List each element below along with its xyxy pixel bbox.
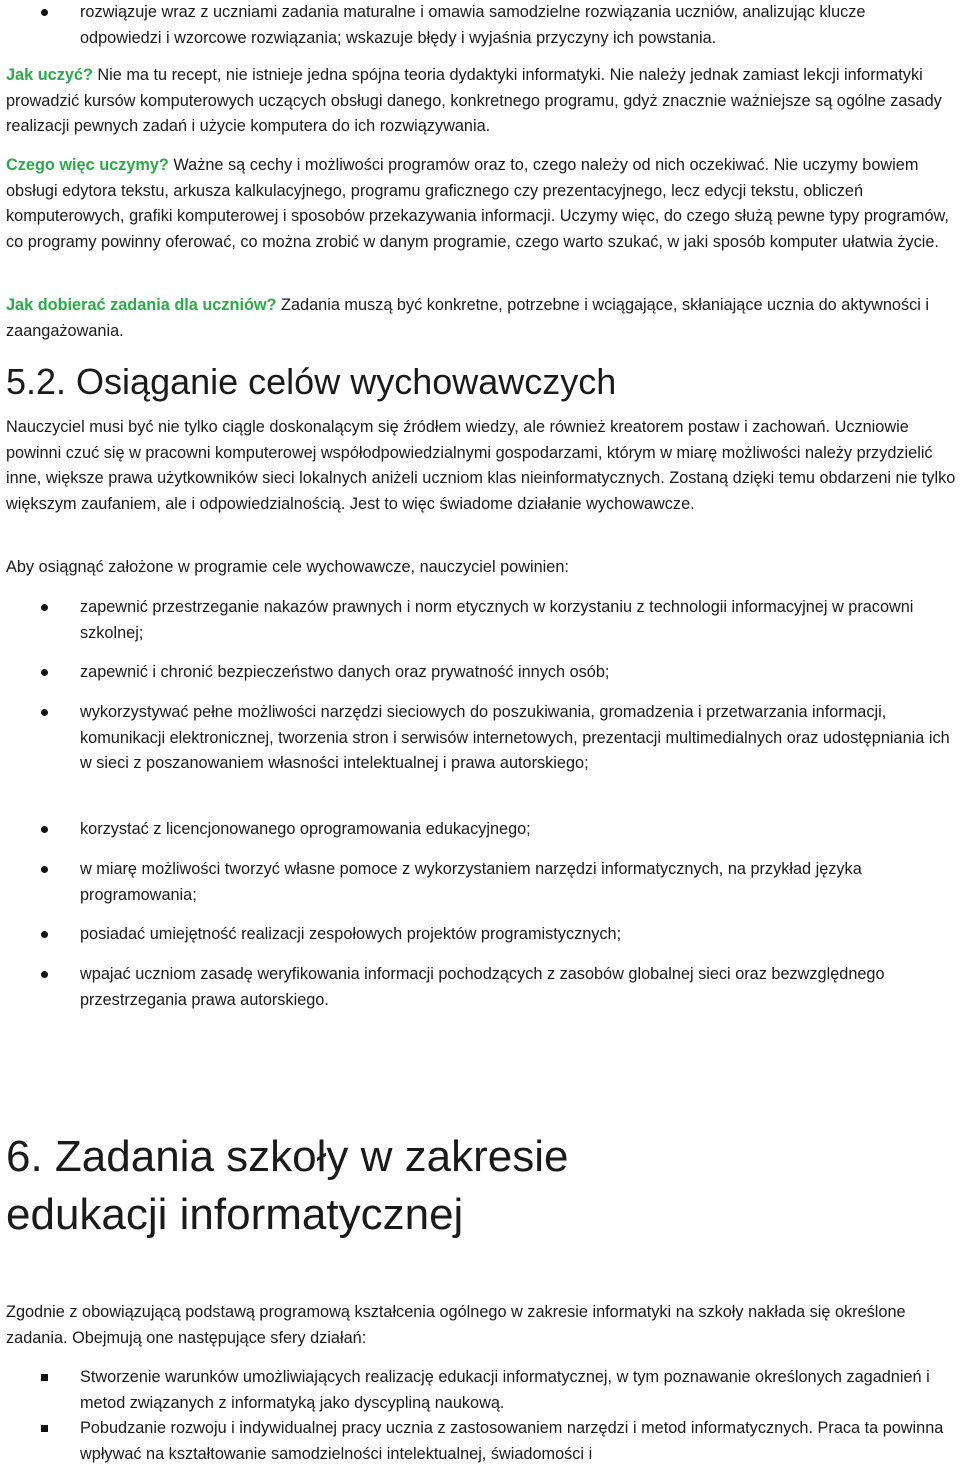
bullet-dot <box>41 709 48 716</box>
list-item-5-2-5: w miarę możliwości tworzyć własne pomoce z wykorzystaniem narzędzi informatycznych, na przykład języka programowania; <box>80 860 862 904</box>
paragraph-what-teach <box>6 153 956 255</box>
bullet-dot <box>41 604 48 611</box>
list-item-top: rozwiązuje wraz z uczniami zadania maturalne i omawia samodzielne rozwiązania uczniów, analizując klucze odpowiedzi i wzorcowe rozwiązania; wskazuje błędy i wyjaśnia przyczyny ich powstania. <box>80 3 866 47</box>
section-heading-5-2: 5.2. Osiąganie celów wychowawczych <box>6 361 617 402</box>
paragraph-text-what-teach: Ważne są cechy i możliwości programów oraz to, czego należy od nich oczekiwać. Nie uczymy bowiem obsługi edytora tekstu, arkusza kalkulacyjnego, programu graficznego czy prezentacyjnego, lecz edycji tekstu, obliczeń komputerowych, grafiki komputerowej i sposobów przekazywania informacji. Uczymy więc, do czego służą pewne typy programów, co programy powinny oferować, co można zrobić w danym programie, czego warto szukać, w jaki sposób komputer ułatwia życie. <box>6 156 949 251</box>
bullet-dot <box>41 669 48 676</box>
paragraph-choose-tasks <box>6 293 956 344</box>
paragraph-how-teach <box>6 63 956 140</box>
bullet-dot <box>41 866 48 873</box>
section-heading-6-line2: edukacji informatycznej <box>6 1190 464 1239</box>
bullet-square <box>41 1425 48 1432</box>
list-item-5-2-3: wykorzystywać pełne możliwości narzędzi sieciowych do poszukiwania, gromadzenia i przetwarzania informacji, komunikacji elektronicznej, tworzenia stron i serwisów internetowych, prezentacji multimedialnych oraz udostępniania ich w sieci z poszanowaniem własności intelektualnej i prawa autorskiego; <box>80 703 950 772</box>
bullet-dot <box>41 9 48 16</box>
section-heading-6-line1: 6. Zadania szkoły w zakresie <box>6 1132 569 1181</box>
section-heading-6 <box>6 1128 906 1244</box>
list-item-5-2-7: wpajać uczniom zasadę weryfikowania informacji pochodzących z zasobów globalnej sieci oraz bezwzględnego przestrzegania prawa autorskiego. <box>80 965 885 1009</box>
paragraph-label-what-teach: Czego więc uczymy? <box>6 156 169 174</box>
paragraph-text-tasks: Zadania muszą być konkretne, potrzebne i wciągające, skłaniające ucznia do aktywności i zaangażowania. <box>6 296 930 340</box>
paragraph-text-how-teach: Nie ma tu recept, nie istnieje jedna spójna teoria dydaktyki informatyki. Nie należy jednak zamiast lekcji informatyki prowadzić kursów komputerowych uczących obsługi danego, konkretnego programu, gdyż znacznie ważniejsze są ogólne zasady realizacji pewnych zadań i użycie komputera do ich rozwiązywania. <box>6 66 942 135</box>
bullet-square <box>41 1374 48 1381</box>
list-item-6-1: Stworzenie warunków umożliwiających realizację edukacji informatycznej, w tym poznawanie określonych zagadnień i metod związanych z informatyką jako dyscypliną naukową. <box>80 1368 930 1412</box>
bullet-dot <box>41 931 48 938</box>
paragraph-5-2-lead: Aby osiągnąć założone w programie cele wychowawcze, nauczyciel powinien: <box>6 558 569 576</box>
paragraph-label-how-teach: Jak uczyć? <box>6 66 93 84</box>
paragraph-label-tasks: Jak dobierać zadania dla uczniów? <box>6 296 277 314</box>
list-item-5-2-4: korzystać z licencjonowanego oprogramowania edukacyjnego; <box>80 820 531 838</box>
bullet-dot <box>41 826 48 833</box>
list-item-5-2-1: zapewnić przestrzeganie nakazów prawnych i norm etycznych w korzystaniu z technologii informacyjnej w pracowni szkolnej; <box>80 598 914 642</box>
list-item-5-2-2: zapewnić i chronić bezpieczeństwo danych oraz prywatność innych osób; <box>80 663 610 681</box>
paragraph-6-intro: Zgodnie z obowiązującą podstawą programową kształcenia ogólnego w zakresie informatyki na szkoły nakłada się określone zadania. Obejmują one następujące sfery działań: <box>6 1303 906 1347</box>
bullet-dot <box>41 971 48 978</box>
paragraph-5-2-intro: Nauczyciel musi być nie tylko ciągle doskonalącym się źródłem wiedzy, ale również kreatorem postaw i zachowań. Uczniowie powinni czuć się w pracowni komputerowej współodpowiedzialnymi gospodarzami, którym w miarę możliwości należy przydzielić inne, większe prawa użytkowników sieci lokalnych aniżeli uczniom klas nieinformatycznych. Zostaną dzięki temu obdarzeni nie tylko większym zaufaniem, ale i odpowiedzialnością. Jest to więc świadome działanie wychowawcze. <box>6 418 956 513</box>
list-item-6-2: Pobudzanie rozwoju i indywidualnej pracy ucznia z zastosowaniem narzędzi i metod informatycznych. Praca ta powinna wpływać na kształtowanie samodzielności intelektualnej, świadomości i <box>80 1419 944 1463</box>
list-item-5-2-6: posiadać umiejętność realizacji zespołowych projektów programistycznych; <box>80 925 622 943</box>
